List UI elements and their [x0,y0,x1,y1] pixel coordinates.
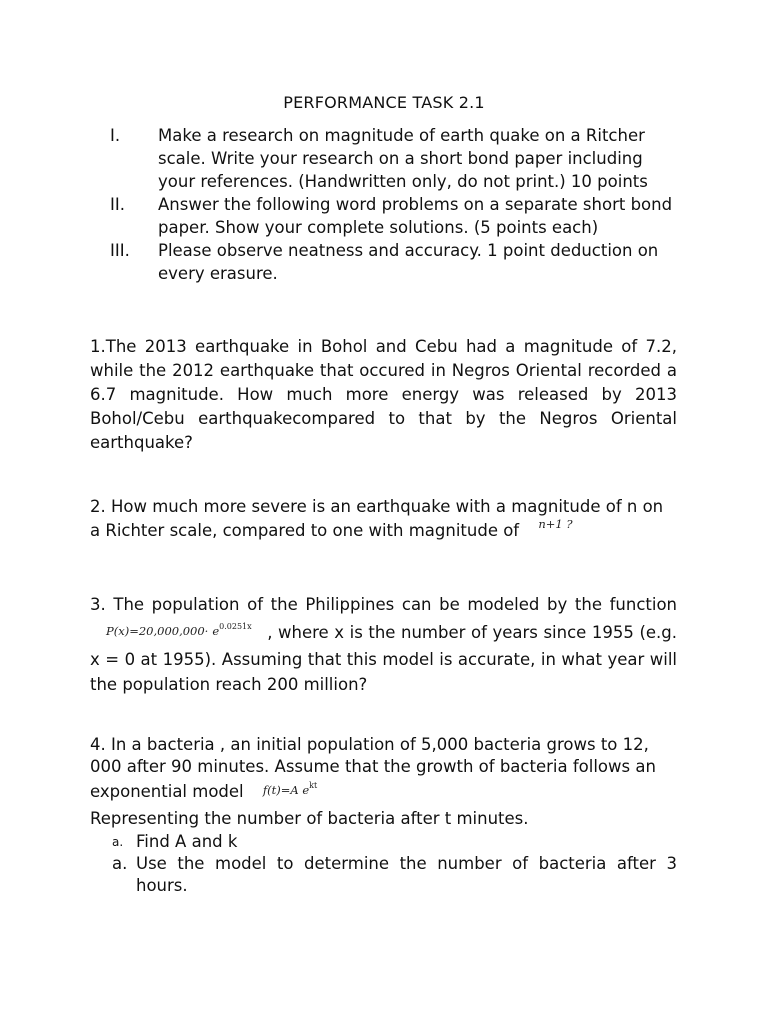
problem-4 [90,734,670,804]
instruction-number: II. [110,195,125,214]
sub-item [112,853,677,897]
instruction-item [110,124,680,193]
instruction-item [110,239,680,285]
document-title: PERFORMANCE TASK 2.1 [283,93,485,112]
problem-3-formula-exponent: 0.0251x [219,622,252,631]
instruction-text: Answer the following word problems on a separate short bond paper. Show your complete solutions. (5 points each) [158,195,673,237]
instruction-number: I. [110,126,121,145]
instructions-list [110,124,680,285]
problem-2-text: 2. How much more severe is an earthquake with a magnitude of n on a Richter scale, compared to one with magnitude of [90,497,664,540]
problem-1: 1.The 2013 earthquake in Bohol and Cebu had a magnitude of 7.2, while the 2012 earthquake that occured in Negros Oriental recorded a 6.7 magnitude. How much more energy was released by 2013 Bohol/Cebu earthquakecompared to that by the Negros Oriental earthquake? [90,337,677,452]
problem-4-formula [263,783,317,797]
sub-item-text: Find A and k [136,832,238,851]
problem-2 [90,495,677,544]
problem-4-sublist [112,831,677,897]
sub-item-marker: a. [112,854,128,873]
problem-3-formula [106,624,252,638]
problem-4-formula-base: f(t)=A e [262,783,310,797]
problem-3 [90,592,677,697]
sub-item [112,831,677,853]
problem-3-formula-base: P(x)=20,000,000· e [106,624,220,638]
problem-3-text-before: 3. The population of the Philippines can be modeled by the function [90,595,677,614]
instruction-text: Please observe neatness and accuracy. 1 point deduction on every erasure. [158,241,659,283]
sub-item-marker: a. [112,835,124,849]
problem-4-formula-exponent: kt [309,781,318,790]
problem-2-formula: n+1 ? [538,517,573,531]
instruction-number: III. [110,241,130,260]
problem-3-text-after: , where x is the number of years since 1955 (e.g. x = 0 at 1955). Assuming that this model is accurate, in what year will the population reach 200 million? [90,623,677,694]
sub-item-text: Use the model to determine the number of bacteria after 3 hours. [136,854,677,895]
instruction-text: Make a research on magnitude of earth quake on a Ritcher scale. Write your research on a short bond paper including your references. (Handwritten only, do not print.) 10 points [158,126,648,191]
problem-4-text: 4. In a bacteria , an initial population of 5,000 bacteria grows to 12, 000 after 90 minutes. Assume that the growth of bacteria follows an exponential model [90,735,656,801]
problem-4-representing: Representing the number of bacteria after t minutes. [90,809,529,828]
instruction-item [110,193,680,239]
